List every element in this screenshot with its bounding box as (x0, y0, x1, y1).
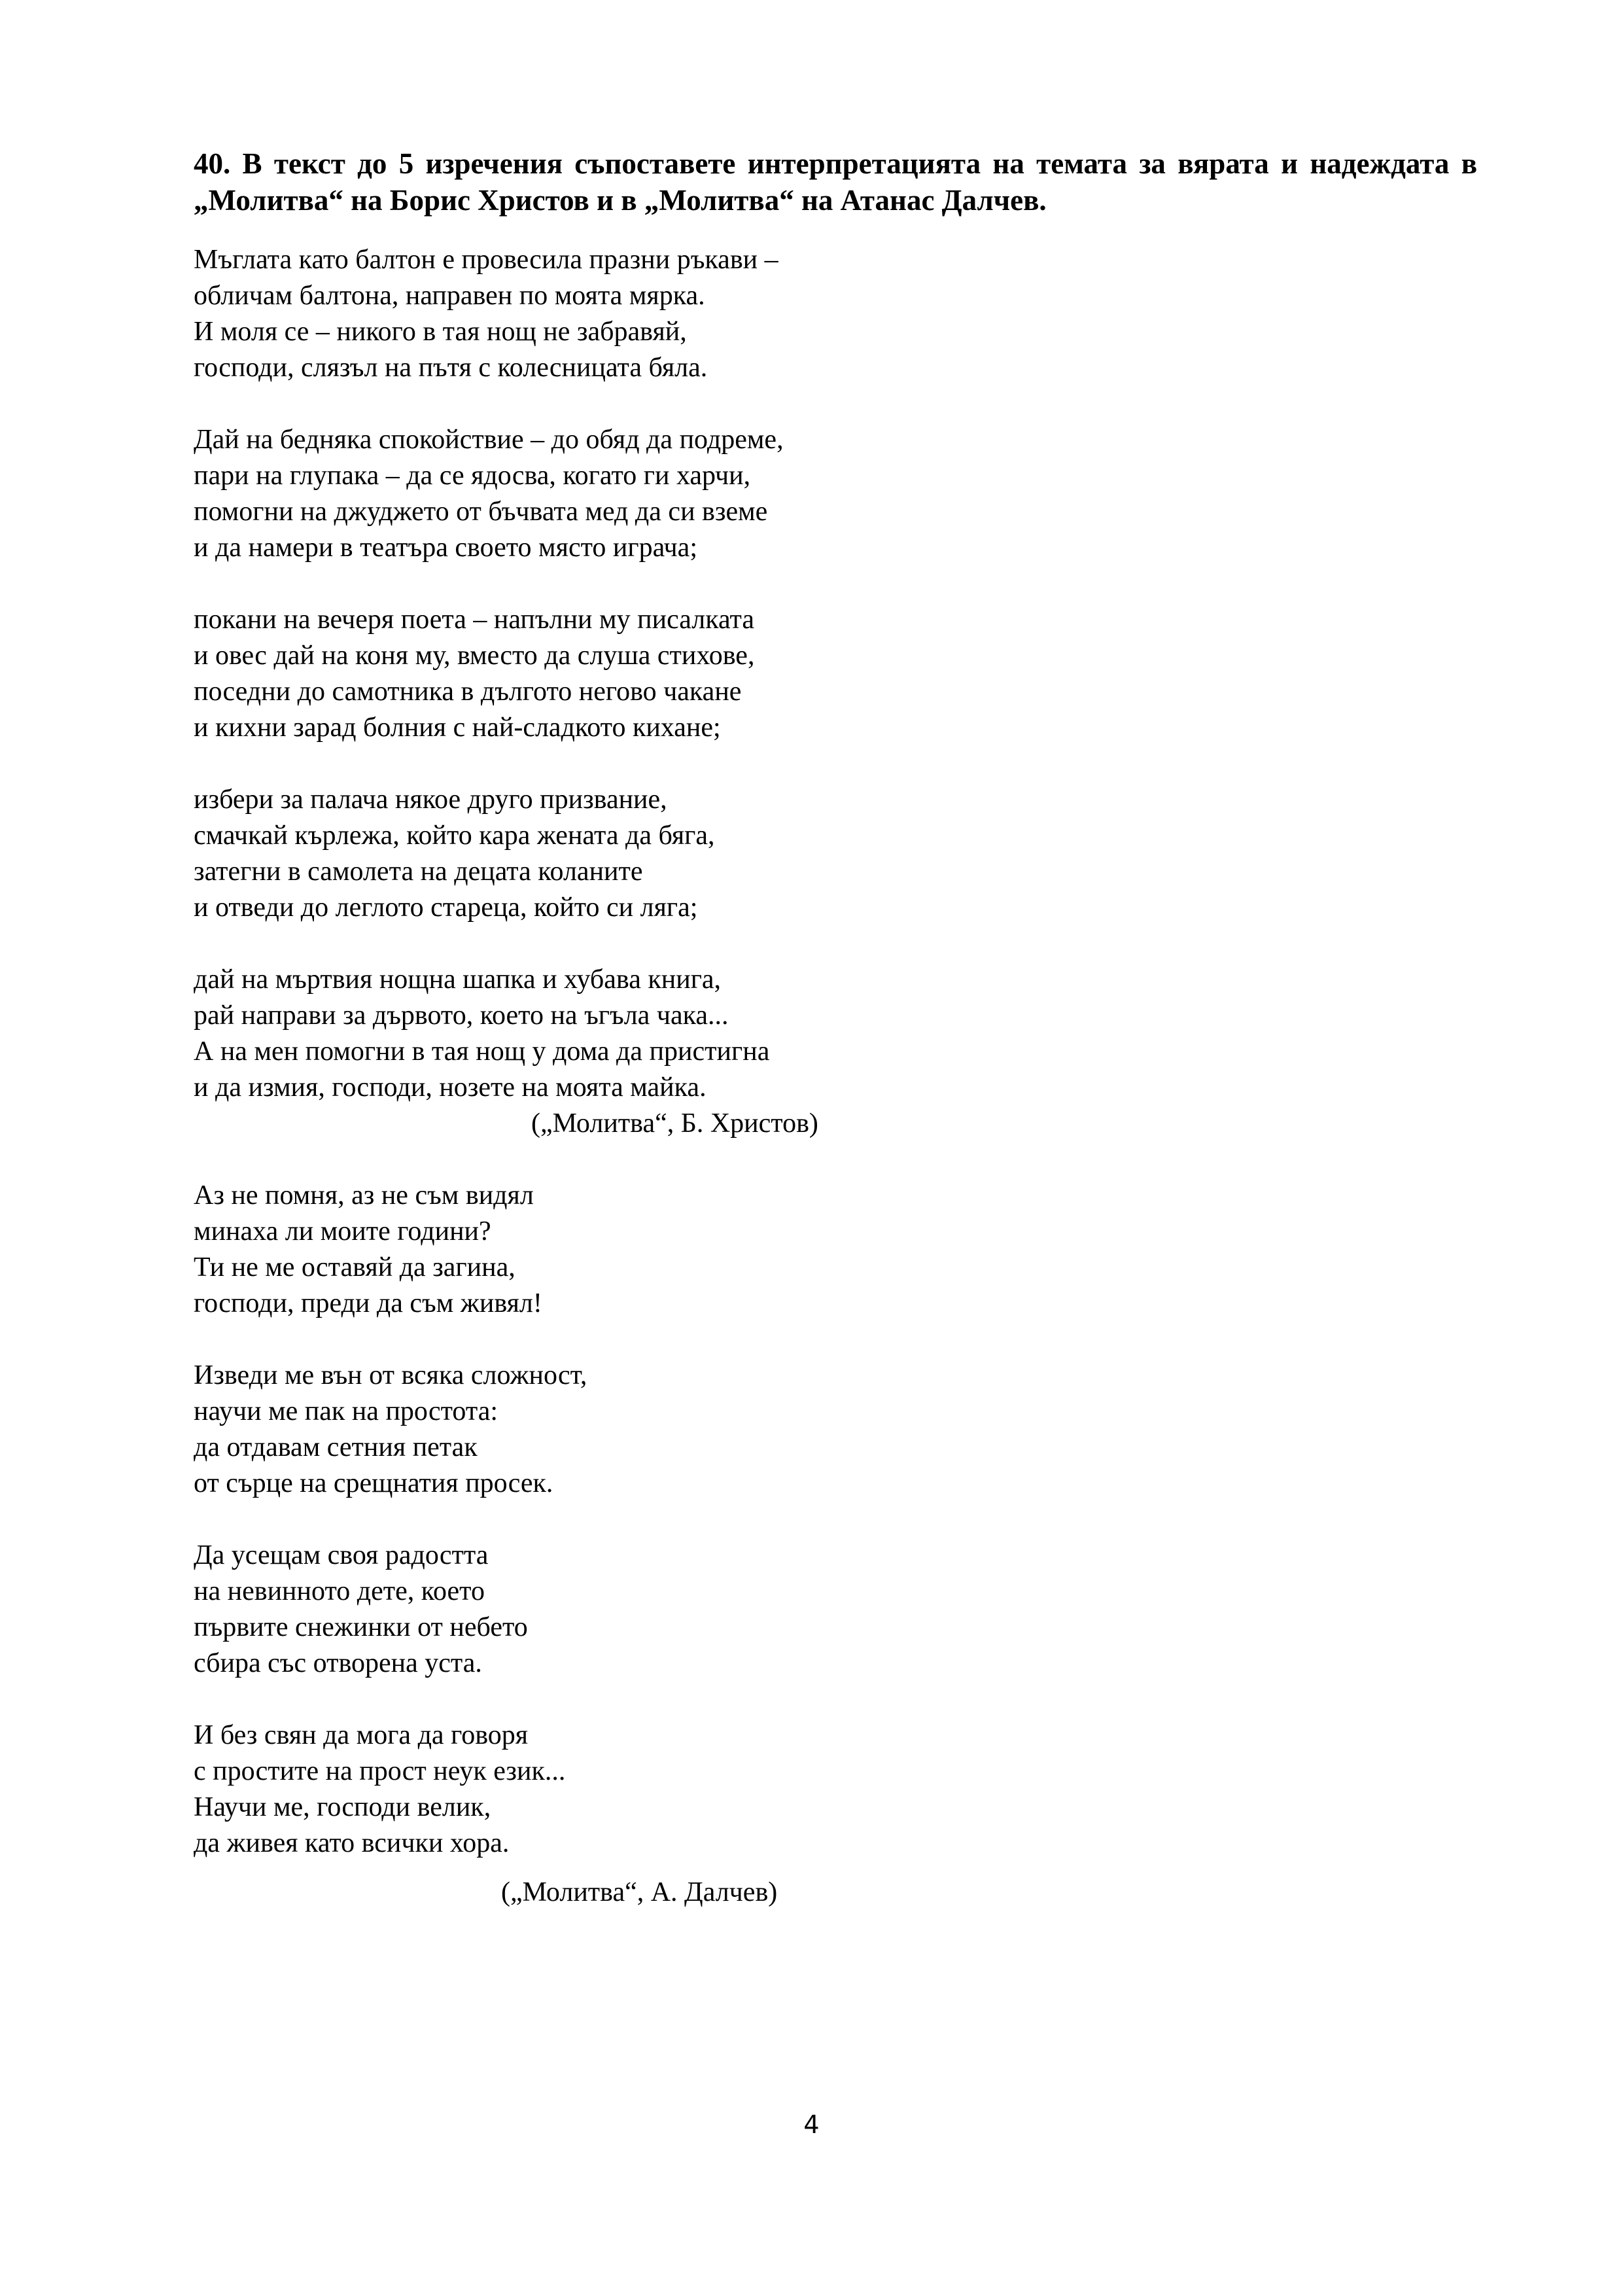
question-text: 40. В текст до 5 изречения съпоставете интерпретацията на темата за вярата и надеждата в „Молитва“ на Борис Христов и в „Молитва“ на Атанас Далчев. (194, 147, 1477, 217)
poem-dalchev (194, 1178, 979, 1898)
poem-line: Дай на бедняка спокойствие – до обяд да подреме, (194, 425, 784, 455)
poem-line: поседни до самотника в дългото негово чакане (194, 677, 742, 707)
stanza (194, 962, 979, 1106)
poem-line: минаха ли моите години? (194, 1216, 491, 1246)
poem-line: И моля се – никого в тая нощ не забравяй, (194, 317, 687, 347)
poem-line: покани на вечеря поета – напълни му писалката (194, 605, 755, 635)
poem-line: първите снежинки от небето (194, 1612, 528, 1642)
poem-line: с простите на прост неук език... (194, 1756, 566, 1786)
poem-line: избери за палача някое друго призвание, (194, 785, 667, 815)
poem-line: и кихни зарад болния с най-сладкото кихане; (194, 713, 721, 743)
poem-line: рай направи за дървото, което на ъгъла чака... (194, 1000, 729, 1031)
page-number: 4 (803, 2110, 820, 2139)
poem-line: Мъглата като балтон е провесила празни ръкави – (194, 245, 778, 275)
poem-line: научи ме пак на простота: (194, 1396, 498, 1426)
poem-line: обличам балтона, направен по моята мярка. (194, 281, 705, 311)
poem-line: И без свян да мога да говоря (194, 1720, 529, 1750)
poem-line: смачкай кърлежа, който кара жената да бяга, (194, 821, 715, 851)
stanza (194, 242, 979, 386)
poem-line: и да намери в театъра своето място играча; (194, 533, 697, 563)
poem-line: дай на мъртвия нощна шапка и хубава книга, (194, 964, 722, 995)
poem-line: Да усещам своя радостта (194, 1540, 489, 1570)
attribution-dalchev: („Молитва“, А. Далчев) (501, 1877, 778, 1907)
poem-line: А на мен помогни в тая нощ у дома да пристигна (194, 1036, 770, 1067)
attribution-hristov: („Молитва“, Б. Христов) (531, 1108, 818, 1139)
poem-line: от сърце на срещнатия просек. (194, 1468, 553, 1498)
poem-line: на невинното дете, което (194, 1576, 485, 1606)
stanza (194, 1538, 979, 1682)
poem-line: сбира със отворена уста. (194, 1648, 482, 1678)
stanza (194, 1718, 979, 1862)
stanza (194, 1358, 979, 1502)
poem-line: и овес дай на коня му, вместо да слуша стихове, (194, 641, 755, 671)
poem-line: затегни в самолета на децата коланите (194, 857, 643, 887)
stanza (194, 602, 979, 746)
poem-line: господи, слязъл на пътя с колесницата бяла. (194, 353, 708, 383)
poem-line: и отведи до леглото стареца, който си ляга; (194, 892, 698, 923)
stanza (194, 782, 979, 926)
poem-line: помогни на джуджето от бъчвата мед да си вземе (194, 497, 768, 527)
poem-line: Изведи ме вън от всяка сложност, (194, 1360, 587, 1390)
poem-line: Аз не помня, аз не съм видял (194, 1180, 534, 1210)
poem-line: Ти не ме оставяй да загина, (194, 1252, 515, 1282)
poem-line: да живея като всички хора. (194, 1828, 510, 1858)
stanza (194, 1178, 979, 1322)
stanza (194, 422, 979, 566)
poem-hristov (194, 242, 979, 1142)
poem-line: господи, преди да съм живял! (194, 1288, 542, 1318)
poem-line: да отдавам сетния петак (194, 1432, 478, 1462)
poem-line: и да измия, господи, нозете на моята майка. (194, 1072, 707, 1103)
poem-line: пари на глупака – да се ядосва, когато ги харчи, (194, 461, 751, 491)
poem-line: Научи ме, господи велик, (194, 1792, 491, 1822)
